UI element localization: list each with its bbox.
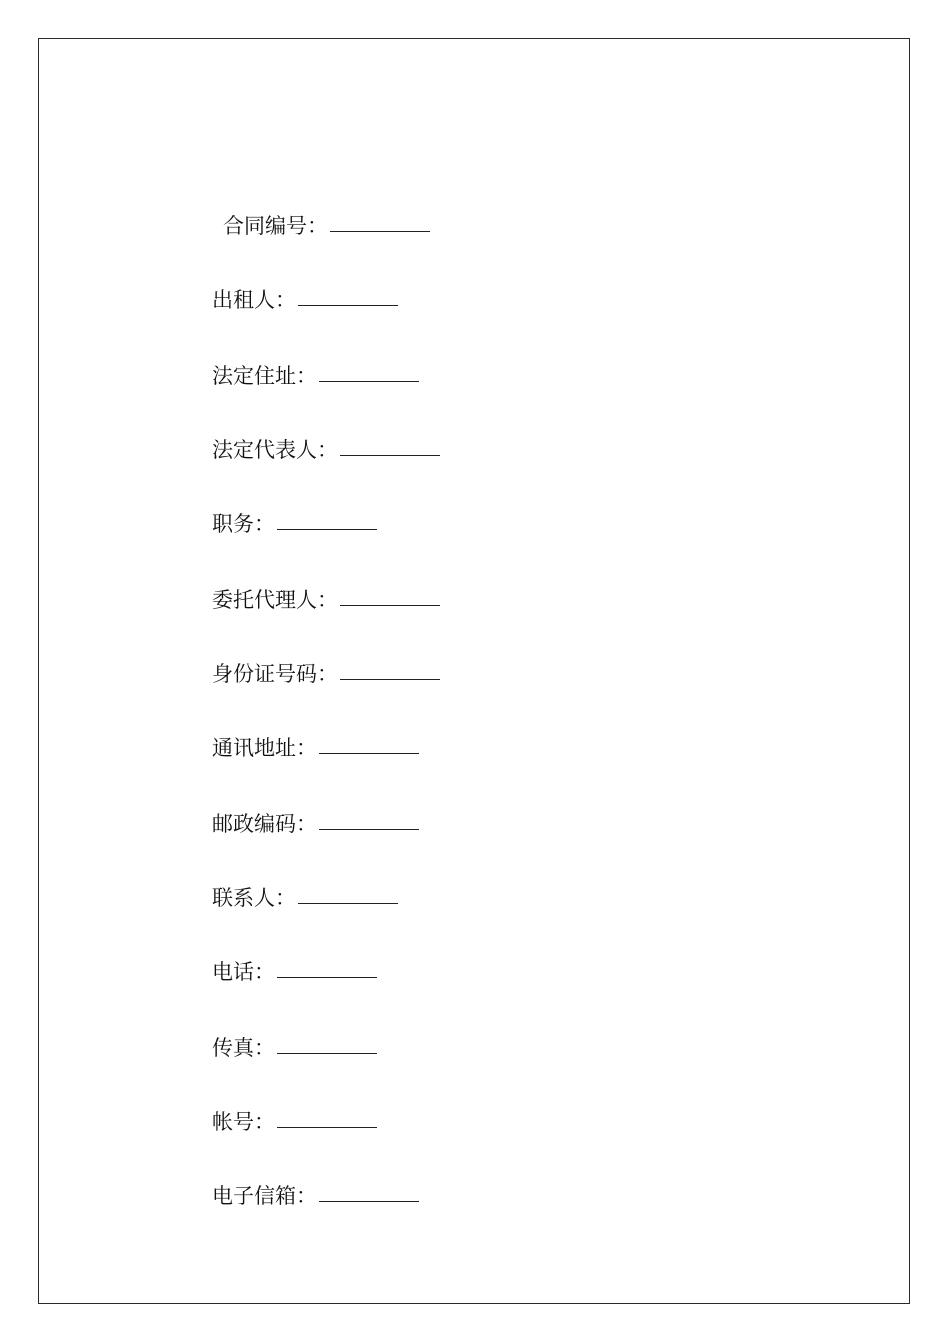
postal-code-field bbox=[212, 810, 419, 838]
postal-code-blank[interactable] bbox=[319, 828, 419, 830]
contact-person-blank[interactable] bbox=[298, 902, 398, 904]
legal-representative-blank[interactable] bbox=[340, 454, 440, 456]
contract-number-blank[interactable] bbox=[330, 230, 430, 232]
position-field bbox=[212, 510, 377, 538]
position-blank[interactable] bbox=[277, 528, 377, 530]
contact-person-label: 联系人： bbox=[212, 886, 296, 910]
postal-code-label: 邮政编码： bbox=[212, 812, 317, 836]
email-label: 电子信箱： bbox=[212, 1184, 317, 1208]
legal-address-label: 法定住址： bbox=[212, 364, 317, 388]
phone-field bbox=[212, 958, 377, 986]
email-blank[interactable] bbox=[319, 1200, 419, 1202]
mailing-address-label: 通讯地址： bbox=[212, 736, 317, 760]
account-number-label: 帐号： bbox=[212, 1110, 275, 1134]
legal-representative-field bbox=[212, 436, 440, 464]
lessor-blank[interactable] bbox=[298, 304, 398, 306]
mailing-address-field bbox=[212, 734, 419, 762]
email-field bbox=[212, 1182, 419, 1210]
legal-address-blank[interactable] bbox=[319, 380, 419, 382]
fax-label: 传真： bbox=[212, 1036, 275, 1060]
phone-blank[interactable] bbox=[277, 976, 377, 978]
mailing-address-blank[interactable] bbox=[319, 752, 419, 754]
position-label: 职务： bbox=[212, 512, 275, 536]
id-number-field bbox=[212, 660, 440, 688]
lessor-label: 出租人： bbox=[212, 288, 296, 312]
legal-address-field bbox=[212, 362, 419, 390]
account-number-blank[interactable] bbox=[277, 1126, 377, 1128]
authorized-agent-field bbox=[212, 586, 440, 614]
id-number-blank[interactable] bbox=[340, 678, 440, 680]
contract-number-field bbox=[223, 212, 430, 240]
authorized-agent-label: 委托代理人： bbox=[212, 588, 338, 612]
page-frame bbox=[38, 38, 910, 1304]
authorized-agent-blank[interactable] bbox=[340, 604, 440, 606]
contract-number-label: 合同编号： bbox=[223, 214, 328, 238]
contact-person-field bbox=[212, 884, 398, 912]
fax-blank[interactable] bbox=[277, 1052, 377, 1054]
phone-label: 电话： bbox=[212, 960, 275, 984]
legal-representative-label: 法定代表人： bbox=[212, 438, 338, 462]
account-number-field bbox=[212, 1108, 377, 1136]
lessor-field bbox=[212, 286, 398, 314]
id-number-label: 身份证号码： bbox=[212, 662, 338, 686]
fax-field bbox=[212, 1034, 377, 1062]
